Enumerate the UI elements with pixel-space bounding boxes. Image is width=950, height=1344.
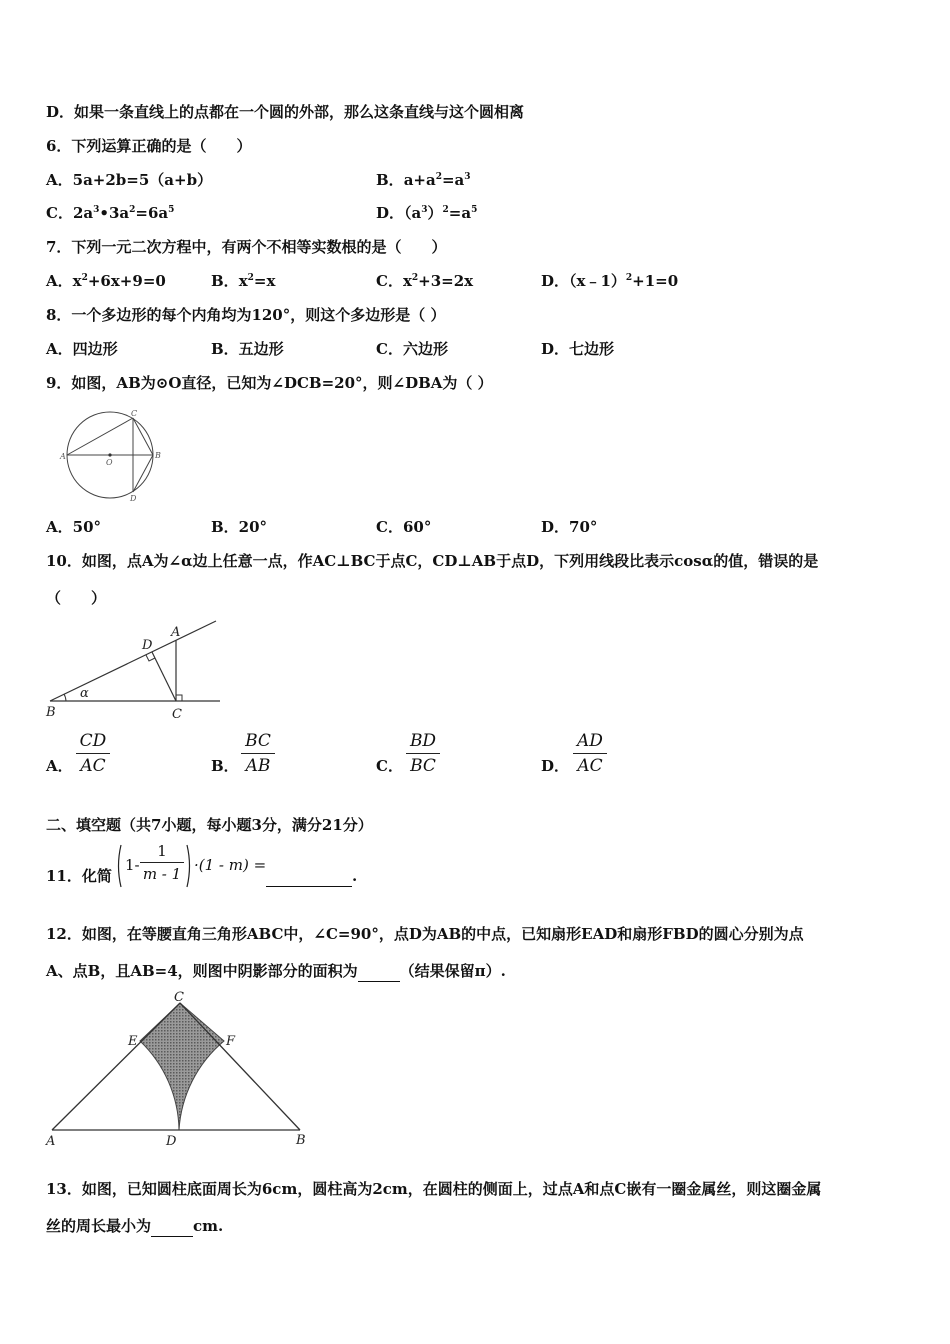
q10-stem: 10．如图，点A为∠α边上任意一点，作AC⊥BC于点C，CD⊥AB于点D，下列用线段比表示cosα的值，错误的是 <box>46 552 819 570</box>
q9-label-a: A <box>60 452 66 461</box>
q10-label-alpha: α <box>80 686 89 701</box>
q9-label-b: B <box>155 451 161 460</box>
q11-answer-blank[interactable]: . <box>266 866 357 887</box>
q12-label-a: A <box>46 1134 56 1148</box>
q12-label-d: D <box>166 1134 177 1148</box>
q12-label-e: E <box>128 1034 138 1049</box>
q6-option-b: B．$a+a^2=a^3$ <box>376 171 471 189</box>
q10-option-d-label: D． <box>541 757 570 775</box>
q10-label-d: D <box>142 638 153 653</box>
q11-fraction: 1 m - 1 <box>140 842 184 883</box>
q6-option-d: D．$(a^3)^2=a^5$ <box>376 204 478 222</box>
q10-label-a: A <box>171 625 181 640</box>
q7-option-a: A．$x^2+6x+9=0$ <box>46 272 166 290</box>
q6-stem: 6．下列运算正确的是（ ） <box>46 137 252 155</box>
q7-option-d: D．（x﹣1）$^2$+1=0 <box>541 272 679 290</box>
q7-option-c: C．$x^2+3=2x$ <box>376 272 474 290</box>
q7-stem: 7．下列一元二次方程中，有两个不相等实数根的是（ ） <box>46 238 447 256</box>
q10-option-a-label: A． <box>46 757 73 775</box>
q12-label-c: C <box>174 990 184 1005</box>
q9-option-a: A．50° <box>46 518 102 536</box>
q12-line1: 12．如图，在等腰直角三角形ABC中，∠C=90°，点D为AB的中点，已知扇形EAD和扇形FBD的圆心分别为点 <box>46 925 804 943</box>
q5-option-d: D．如果一条直线上的点都在一个圆的外部，那么这条直线与这个圆相离 <box>46 103 525 121</box>
q6-option-c: C．$2a^3•3a^2=6a^5$ <box>46 204 175 222</box>
q9-label-d: D <box>130 494 137 503</box>
q13-line1: 13．如图，已知圆柱底面周长为6cm，圆柱高为2cm，在圆柱的侧面上，过点A和点C嵌有一圈金属丝，则这圈金属 <box>46 1180 822 1198</box>
q12-label-b: B <box>296 1133 306 1148</box>
q8-stem: 8．一个多边形的每个内角均为120°，则这个多边形是（ ） <box>46 306 446 324</box>
q10-option-a-fraction: CD AC <box>76 731 110 776</box>
q8-option-d: D．七边形 <box>541 340 615 358</box>
q8-option-c: C．六边形 <box>376 340 448 358</box>
q10-label-c: C <box>172 707 182 722</box>
q9-circle-figure <box>58 408 168 503</box>
section-2-title: 二、填空题（共7小题，每小题3分，满分21分） <box>46 816 373 834</box>
q6-option-a: A．5a+2b=5（a+b） <box>46 171 213 189</box>
q12-line2: A、点B，且AB=4，则图中阴影部分的面积为 （结果保留π）. <box>46 962 506 980</box>
q10-option-b-fraction: BC AB <box>241 731 275 776</box>
q10-label-b: B <box>46 705 56 720</box>
q9-option-b: B．20° <box>211 518 268 536</box>
q9-option-c: C．60° <box>376 518 432 536</box>
q9-label-c: C <box>131 409 138 418</box>
q10-option-d-fraction: AD AC <box>573 731 607 776</box>
q8-option-a: A．四边形 <box>46 340 118 358</box>
q7-option-b: B．$x^2=x$ <box>211 272 276 290</box>
q8-option-b: B．五边形 <box>211 340 284 358</box>
q10-option-c-label: C． <box>376 757 403 775</box>
q10-option-c-fraction: BD BC <box>406 731 440 776</box>
q11-tail: ·(1 - m) = <box>194 856 267 874</box>
q12-triangle-figure <box>44 988 312 1148</box>
q11-one-minus: 1- <box>125 856 140 874</box>
q12-label-f: F <box>226 1034 236 1049</box>
q13-line2: 丝的周长最小为 cm. <box>46 1217 224 1235</box>
q10-option-b-label: B． <box>211 757 239 775</box>
q11-bracket-expression <box>114 842 194 890</box>
q9-stem: 9．如图，AB为⊙O直径，已知为∠DCB=20°，则∠DBA为（ ） <box>46 374 493 392</box>
q9-label-o: O <box>106 458 113 467</box>
q11-prefix: 11．化简 <box>46 867 112 885</box>
q12-answer-blank[interactable] <box>358 961 400 982</box>
q10-triangle-figure <box>40 615 230 725</box>
q10-stem-paren: （ ） <box>46 589 107 607</box>
q9-option-d: D．70° <box>541 518 598 536</box>
q13-answer-blank[interactable] <box>151 1216 193 1237</box>
